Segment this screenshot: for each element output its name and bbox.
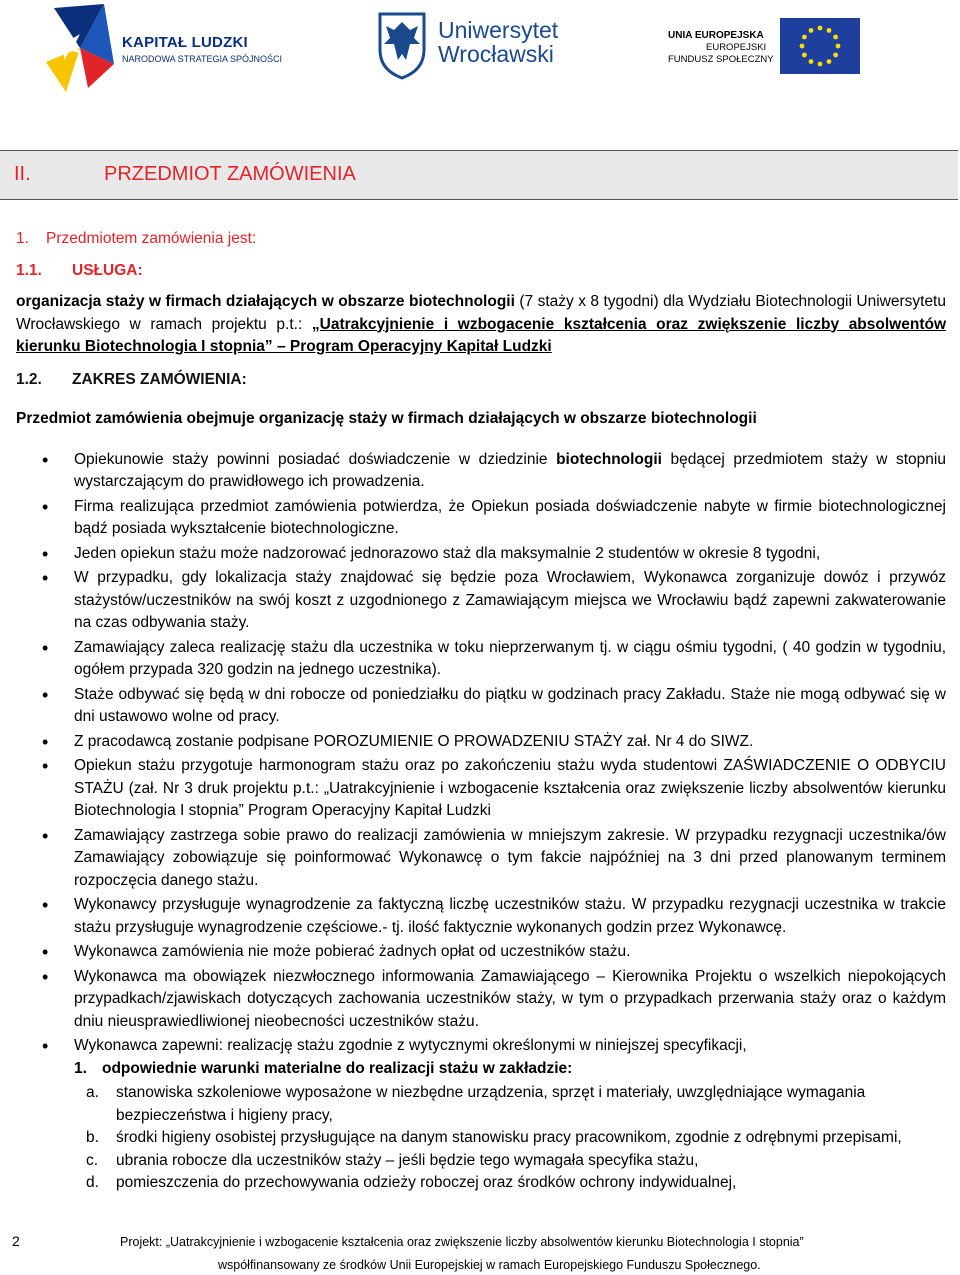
service-normal: (7 staży x 8 tygodni) dla Wydziału Biotechnologii Uniwersytetu Wrocławskiego w ramach projektu p.t.:: [16, 293, 946, 333]
kapital-ludzki-subtitle: NARODOWA STRATEGIA SPÓJNOŚCI: [122, 54, 283, 64]
material-conditions-heading: [74, 1058, 946, 1081]
list-item: • Firma realizująca przedmiot zamówienia potwierdza, że Opiekun posiada doświadczenie nabyte w firmie biotechnologicznej bądź posiada wykształcenie biotechnologiczne.: [16, 496, 946, 541]
material-conditions-text: odpowiednie warunki materialne do realizacji stażu w zakładzie:: [102, 1059, 573, 1077]
heading-1-1-number: 1.1.: [16, 261, 42, 279]
heading-1-2: [16, 369, 946, 392]
section-number: II.: [14, 163, 31, 185]
eu-text: [668, 30, 774, 66]
list-item: [16, 449, 946, 494]
item-letter: d.: [86, 1174, 99, 1191]
kapital-ludzki-logo: [40, 4, 283, 92]
requirements-list: [16, 449, 946, 1081]
section-header-bar: [0, 150, 958, 200]
material-conditions-number: 1.: [74, 1059, 87, 1077]
kapital-ludzki-emblem-icon: [40, 4, 120, 92]
heading-1-2-number: 1.2.: [16, 370, 42, 388]
page-number: 2: [12, 1233, 20, 1249]
item-text: stanowiska szkoleniowe wyposażone w niezbędne urządzenia, sprzęt i materiały, uwzględniające wymagania bezpieczeństwa i higieny pracy,: [116, 1084, 866, 1124]
list-item: [16, 1150, 946, 1173]
heading-1-1-text: USŁUGA:: [72, 261, 143, 279]
university-eagle-crest-icon: [372, 10, 432, 80]
b1-bold: biotechnologii: [556, 450, 662, 468]
footer-line-2: współfinansowany ze środków Unii Europejskiej w ramach Europejskiego Funduszu Społecznego.: [218, 1258, 761, 1272]
heading-1-number: 1.: [16, 230, 29, 247]
uniwersytet-wroclawski-logo: [372, 10, 572, 82]
item-text: ubrania robocze dla uczestników staży – jeśli będzie tego wymagała specyfika stażu,: [116, 1151, 699, 1169]
university-name: [438, 18, 558, 66]
list-item: • Zamawiający zastrzega sobie prawo do realizacji zamówienia w mniejszym zakresie. W przypadku rezygnacji uczestnika/ów Zamawiający zobowiązuje się poinformować Wykonawcę o tym fakcie najpóźniej na 3 dni przed planowanym terminem rozpoczęcia danego stażu.: [16, 825, 946, 893]
list-item: • Wykonawcy przysługuje wynagrodzenie za faktyczną liczbę uczestników stażu. W przypadku rezygnacji uczestnika w trakcie stażu przysługuje wynagrodzenie częściowe.- tj. ilość faktycznie wykonanych godzin przez Wykonawcę.: [16, 894, 946, 939]
list-item: • Opiekun stażu przygotuje harmonogram stażu oraz po zakończeniu stażu wyda studentowi ZAŚWIADCZENIE O ODBYCIU STAŻU (zał. Nr 3 druk projektu p.t.: „Uatrakcyjnienie i wzbogacenie kształcenia oraz zwiększenie liczby absolwentów kierunku Biotechnologia I stopnia” Program Operacyjny Kapitał Ludzki: [16, 755, 946, 823]
eu-line1: UNIA EUROPEJSKA: [668, 30, 764, 41]
eu-line2: EUROPEJSKI: [706, 42, 767, 53]
service-description: [16, 291, 946, 359]
eu-line3: FUNDUSZ SPOŁECZNY: [668, 54, 774, 65]
project-title: „Uatrakcyjnienie i wzbogacenie kształcenia oraz zwiększenie liczby absolwentów kierunku Biotechnologia I stopnia” – Program Operacyjny Kapitał Ludzki: [16, 315, 947, 355]
heading-1-1: [16, 260, 946, 283]
b13-text: Wykonawca zapewni: realizację stażu zgodnie z wytycznymi określonymi w niniejszej specyfikacji,: [74, 1037, 747, 1054]
list-item: • Wykonawca ma obowiązek niezwłocznego informowania Zamawiającego – Kierownika Projektu o wszelkich niepokojących przypadkach/zjawiskach dotyczących zachowania uczestników staży, w tym o przypadkach przerwania staży oraz o każdym dniu nieusprawiedliwionej nieobecności uczestników stażu.: [16, 966, 946, 1034]
heading-1-text: Przedmiotem zamówienia jest:: [46, 230, 257, 247]
heading-1: [16, 228, 946, 251]
list-item: • W przypadku, gdy lokalizacja staży znajdować się będzie poza Wrocławiem, Wykonawca zorganizuje dowóz i przywóz stażystów/uczestników na swój koszt z uzgodnionego z Zamawiającym miejsca we Wrocławiu bądź zapewni zakwaterowanie na czas odbywania staży.: [16, 567, 946, 635]
list-item: [16, 1082, 946, 1127]
kapital-ludzki-title: KAPITAŁ LUDZKI: [122, 34, 248, 51]
eu-logo: [668, 18, 868, 78]
list-item: • Jeden opiekun stażu może nadzorować jednorazowo staż dla maksymalnie 2 studentów w okresie 8 tygodni,: [16, 543, 946, 566]
document-content: [16, 228, 946, 1195]
university-name-line1: Uniwersytet: [438, 17, 559, 43]
list-item: [16, 1127, 946, 1150]
b1-b: będącej przedmiotem staży w stopniu wystarczającym do prawidłowego ich prowadzenia.: [74, 450, 946, 490]
university-name-line2: Wrocławski: [438, 41, 554, 67]
material-conditions-list: [16, 1082, 946, 1195]
list-item: • Z pracodawcą zostanie podpisane POROZUMIENIE O PROWADZENIU STAŻY zał. Nr 4 do SIWZ.: [16, 731, 946, 754]
b1-a: Opiekunowie staży powinni posiadać doświadczenie w dziedzinie: [74, 450, 557, 468]
section-title: PRZEDMIOT ZAMÓWIENIA: [104, 163, 356, 185]
item-letter: b.: [86, 1129, 99, 1146]
header-logos: [0, 0, 960, 110]
list-item: • Staże odbywać się będą w dni robocze od poniedziałku do piątku w godzinach pracy Zakładu. Staże nie mogą odbywać się w dni ustawowo wolne od pracy.: [16, 684, 946, 729]
item-letter: c.: [86, 1151, 99, 1169]
heading-1-2-text: ZAKRES ZAMÓWIENIA:: [72, 370, 247, 388]
scope-intro: Przedmiot zamówienia obejmuje organizację staży w firmach działających w obszarze biotechnologii: [16, 410, 757, 427]
list-item: [16, 1035, 946, 1080]
item-text: pomieszczenia do przechowywania odzieży roboczej oraz środków ochrony indywidualnej,: [116, 1174, 737, 1191]
service-bold: organizacja staży w firmach działających w obszarze biotechnologii: [16, 293, 515, 310]
item-text: środki higieny osobistej przysługujące na danym stanowisku pracy pracownikom, zgodnie z odrębnymi przepisami,: [116, 1129, 902, 1146]
eu-flag-icon: [780, 18, 860, 74]
item-letter: a.: [86, 1084, 99, 1101]
list-item: • Wykonawca zamówienia nie może pobierać żadnych opłat od uczestników stażu.: [16, 941, 946, 964]
list-item: [16, 1172, 946, 1195]
footer-line-1: Projekt: „Uatrakcyjnienie i wzbogacenie kształcenia oraz zwiększenie liczby absolwentów kierunku Biotechnologia I stopnia”: [120, 1235, 804, 1249]
list-item: • Zamawiający zaleca realizację stażu dla uczestnika w toku nieprzerwanym tj. w ciągu ośmiu tygodni, ( 40 godzin w tygodniu, ogółem przypada 320 godzin na jednego uczestnika).: [16, 637, 946, 682]
